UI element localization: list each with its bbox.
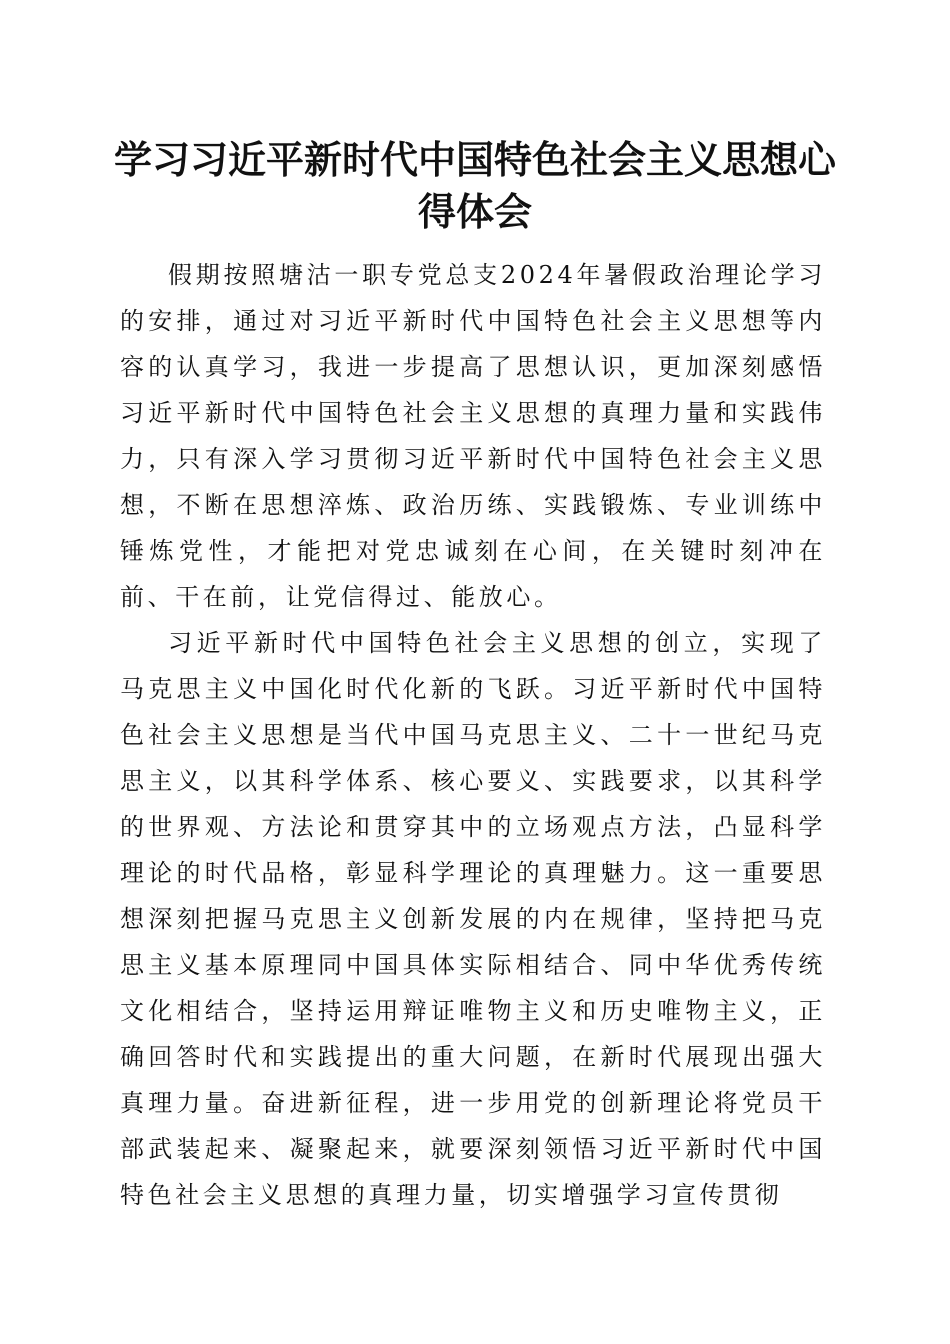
document-body [120, 252, 826, 1218]
paragraph-1: 假期按照塘沽一职专党总支2024年暑假政治理论学习的安排，通过对习近平新时代中国特色社会主义思想等内容的认真学习，我进一步提高了思想认识，更加深刻感悟习近平新时代中国特色社会主义思想的真理力量和实践伟力，只有深入学习贯彻习近平新时代中国特色社会主义思想，不断在思想淬炼、政治历练、实践锻炼、专业训练中锤炼党性，才能把对党忠诚刻在心间，在关键时刻冲在前、干在前，让党信得过、能放心。 [120, 261, 826, 611]
paragraph-2: 习近平新时代中国特色社会主义思想的创立，实现了马克思主义中国化时代化新的飞跃。习近平新时代中国特色社会主义思想是当代中国马克思主义、二十一世纪马克思主义，以其科学体系、核心要义、实践要求，以其科学的世界观、方法论和贯穿其中的立场观点方法，凸显科学理论的时代品格，彰显科学理论的真理魅力。这一重要思想深刻把握马克思主义创新发展的内在规律，坚持把马克思主义基本原理同中国具体实际相结合、同中华优秀传统文化相结合，坚持运用辩证唯物主义和历史唯物主义，正确回答时代和实践提出的重大问题，在新时代展现出强大真理力量。奋进新征程，进一步用党的创新理论将党员干部武装起来、凝聚起来，就要深刻领悟习近平新时代中国特色社会主义思想的真理力量，切实增强学习宣传贯彻 [120, 629, 826, 1209]
document-title: 学习习近平新时代中国特色社会主义思想心得体会 [113, 138, 836, 234]
